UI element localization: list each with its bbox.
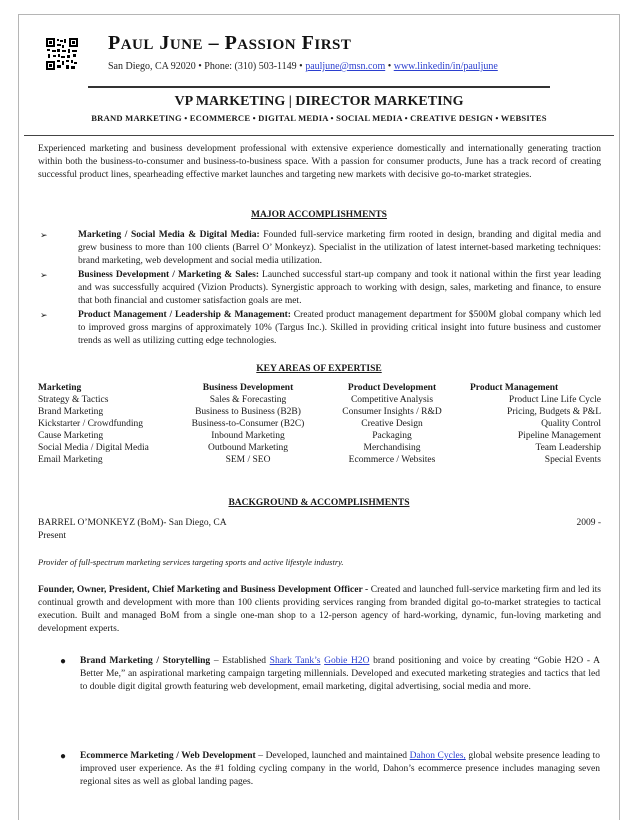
accomplishment-item: ➢ Business Development / Marketing & Sales: Launched successful start-up company and took it national within the first year leading and was successfully acquired (Vizion Products). Synergistic approach to working with design, sales, marketing and finance, to ensure that both financial and customer satisfaction goals are met. xyxy=(40,270,601,306)
headline-subtitle: BRAND MARKETING • ECOMMERCE • DIGITAL MEDIA • SOCIAL MEDIA • CREATIVE DESIGN • WEBSITES xyxy=(91,113,547,123)
page-border-left xyxy=(18,14,19,820)
role-bullet: ● Ecommerce Marketing / Web Development – Developed, launched and maintained Dahon Cycles, global website presence leading to improved user experience. As the #1 folding cycling company in the world, Dahon’s ecommerce presence includes managing seven regional sites as well as global landing pages. xyxy=(60,751,600,787)
bullet-dot-icon: ● xyxy=(60,751,67,762)
arrow-bullet-icon: ➢ xyxy=(40,270,48,280)
linkedin-link[interactable]: www.linkedin/in/pauljune xyxy=(393,61,498,72)
page-border-top xyxy=(18,14,620,15)
summary-paragraph: Experienced marketing and business development professional with extensive experience domestically and internationally generating traction within both the business-to-consumer and business-to-business space. With a passion for consumer products, June has a track record of creating successful product lines, spearheading effective market launches and targeting new markets with decisive go-to-market strategies. xyxy=(38,144,601,180)
role-paragraph: Founder, Owner, President, Chief Marketing and Business Development Officer - Created and launched full-service marketing firm and led its continual growth and development with more than 100 clients providing services ranging from branded digital go-to-market strategies to tactical execution. Built and managed BoM from a single one-man shop to a 12-person agency of hard-working, dynamic, fun-loving marketing and development experts. xyxy=(38,585,601,634)
expertise-column-product-management: Product Management Product Line Life Cycle Pricing, Budgets & P&L Quality Control Pipeline Management Team Leadership Special Events xyxy=(470,383,601,465)
candidate-name: PAUL JUNE – PASSION FIRST xyxy=(108,32,352,54)
arrow-bullet-icon: ➢ xyxy=(40,310,48,320)
page-border-right xyxy=(619,14,620,820)
section-heading-background: BACKGROUND & ACCOMPLISHMENTS xyxy=(228,498,410,508)
bullet-dot-icon: ● xyxy=(60,656,67,667)
section-heading-accomplishments: MAJOR ACCOMPLISHMENTS xyxy=(251,210,387,220)
email-link[interactable]: pauljune@msn.com xyxy=(305,61,386,72)
employer-description: Provider of full-spectrum marketing services targeting sports and active lifestyle industry. xyxy=(38,557,344,567)
section-heading-expertise: KEY AREAS OF EXPERTISE xyxy=(256,364,382,374)
arrow-bullet-icon: ➢ xyxy=(40,230,48,240)
employer-name: BARREL O’MONKEYZ (BoM)- San Diego, CA xyxy=(38,518,227,528)
expertise-column-business-development: Business Development Sales & Forecasting Business to Business (B2B) Business-to-Consumer (B2C) Inbound Marketing Outbound Marketing SEM / SEO xyxy=(191,383,305,465)
role-bullet: ● Brand Marketing / Storytelling – Established Shark Tank’s Gobie H2O brand positioning and voice by creating “Gobie H2O - A Better Me,” an aspirational marketing campaign targeting millennials. Developed and executed marketing strategies and tactics that led to double digit digital growth featuring web development, email marketing, digital advertising, social media and more. xyxy=(60,656,600,692)
employment-years: 2009 - xyxy=(576,518,601,528)
shark-tank-link[interactable]: Shark Tank’s xyxy=(269,656,321,666)
expertise-column-product-development: Product Development Competitive Analysis Consumer Insights / R&D Creative Design Packaging Merchandising Ecommerce / Websites xyxy=(342,383,442,465)
headline-title: VP MARKETING | DIRECTOR MARKETING xyxy=(174,94,464,109)
accomplishment-item: ➢ Marketing / Social Media & Digital Media: Founded full-service marketing firm rooted in design, branding and digital media and grew business to more than 100 clients (Barrel O’ Monkeyz). Specialist in the utilization of latest internet-based marketing techniques: brand marketing, web development and social media utilization. xyxy=(40,230,602,266)
accomplishment-item: ➢ Product Management / Leadership & Management: Created product management department for $500M global company which led to improved gross margins of approximately 10% (Targus Inc.). Skilled in providing critical insight into future business and customer trends as well as utilizing cutting edge technologies. xyxy=(40,310,601,346)
employer-line xyxy=(38,517,601,543)
dahon-cycles-link[interactable]: Dahon Cycles, xyxy=(409,751,466,761)
header-divider xyxy=(88,86,550,88)
section-divider xyxy=(24,135,614,136)
employment-present: Present xyxy=(38,531,66,541)
contact-location-phone: San Diego, CA 92020 • Phone: (310) 503-1149 • xyxy=(108,61,306,72)
qr-code-icon[interactable] xyxy=(46,38,78,70)
contact-line: San Diego, CA 92020 • Phone: (310) 503-1149 • pauljune@msn.com • www.linkedin/in/pauljune xyxy=(108,61,498,72)
gobie-h2o-link[interactable]: Gobie H2O xyxy=(324,656,370,666)
expertise-column-marketing: Marketing Strategy & Tactics Brand Marketing Kickstarter / Crowdfunding Cause Marketing Social Media / Digital Media Email Marketing xyxy=(38,383,149,465)
